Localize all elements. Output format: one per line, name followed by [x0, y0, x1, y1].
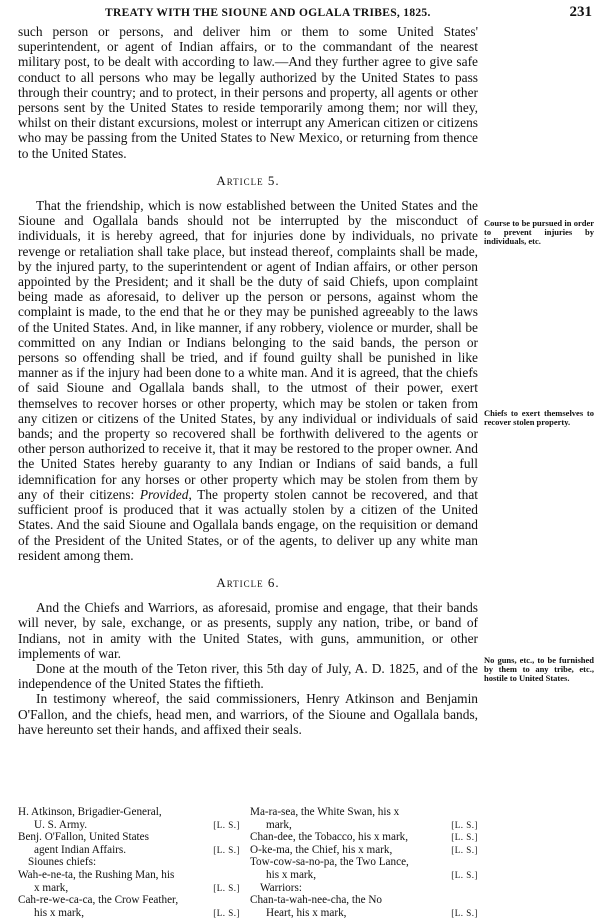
- signature-wah-e-ne-ta: [18, 869, 240, 894]
- siounes-chiefs-label: Siounes chiefs:: [28, 856, 97, 869]
- seal-mark: [L. S.]: [213, 819, 240, 830]
- seal-mark: [L. S.]: [451, 869, 478, 880]
- signature-text: agent Indian Affairs.: [34, 843, 127, 856]
- main-text: [18, 24, 478, 737]
- signature-line: Tow-cow-sa-no-pa, the Two Lance,: [250, 856, 409, 869]
- signatures-left: [18, 806, 240, 919]
- warriors-label: Warriors:: [260, 881, 302, 894]
- signature-text: U. S. Army.: [34, 818, 88, 831]
- signature-line: [18, 907, 240, 920]
- signature-text: Heart, his x mark,: [266, 906, 347, 919]
- signature-line: [250, 907, 478, 920]
- done-at-paragraph: Done at the mouth of the Teton river, this 5th day of July, A. D. 1825, and of the independence of the United States the fiftieth.: [18, 660, 478, 692]
- seal-mark: [L. S.]: [213, 844, 240, 855]
- running-title: TREATY WITH THE SIOUNE AND OGLALA TRIBES, 1825.: [105, 7, 431, 19]
- signature-text: O-ke-ma, the Chief, his x mark,: [250, 843, 393, 856]
- signature-line: [18, 882, 240, 895]
- testimony-paragraph: In testimony whereof, the said commissioners, Henry Atkinson and Benjamin O'Fallon, and the chiefs, head men, and warriors, of the Sioune and Ogallala bands, have hereunto set their hands, and affixed their seals.: [18, 691, 478, 737]
- signature-line: Wah-e-ne-ta, the Rushing Man, his: [18, 868, 175, 881]
- side-note-no-guns: No guns, etc., to be furnished by them to any tribe, etc., hostile to United States.: [484, 655, 594, 684]
- signature-text: mark,: [266, 818, 292, 831]
- signature-line: H. Atkinson, Brigadier-General,: [18, 806, 162, 818]
- signature-text: his x mark,: [34, 906, 85, 919]
- page-number: 231: [569, 4, 592, 20]
- seal-mark: [L. S.]: [451, 819, 478, 830]
- signature-line: [250, 869, 478, 882]
- side-note-stolen-property: Chiefs to exert themselves to recover stolen property.: [484, 408, 594, 428]
- signature-tow-cow-sa-no-pa: [250, 856, 478, 881]
- page-header: [0, 4, 600, 26]
- signatures-right: [250, 806, 478, 919]
- signature-atkinson: [18, 806, 240, 831]
- signature-chan-ta-wah-nee-cha: [250, 894, 478, 919]
- signature-chan-dee: [250, 831, 478, 844]
- paragraph-continuation: such person or persons, and deliver him or them to some United States' superintendent, or agent of Indian affairs, or to the commandant of the nearest military post, to be dealt with according to law.—And they further agree to give safe conduct to all persons who may be legally authorized by the United States to pass through their country; and to protect, in their persons and property, all agents or other persons sent by the United States to reside temporarily among them; nor will they, whilst on their distant excursions, molest or interrupt any American citizen or citizens who may be passing from the United States to New Mexico, or returning from thence to the United States.: [18, 24, 478, 161]
- signature-line: Benj. O'Fallon, United States: [18, 831, 149, 844]
- article-5-text-a: That the friendship, which is now established between the United States and the Sioune and Ogallala bands should not be interrupted by the misconduct of individuals, it is hereby agreed, that for injuries done by individuals, no private revenge or retaliation shall take place, but instead thereof, complaints shall be made, by the injured party, to the superintendent or agent of Indian affairs, or other person appointed by the President; and it shall be the duty of said Chiefs, upon complaint being made as aforesaid, to deliver up the person or persons, against whom the complaint is made, to the end that he or they may be punished agreeably to the laws of the United States. And, in like manner, if any robbery, violence or murder, shall be committed on any Indian or Indians belonging to the said bands, the person or persons so offending shall be tried, and if found guilty shall be punished in like manner as if the injury had been done to a white man. And it is agreed, that the chiefs of said Sioune and Ogallala bands shall, to the utmost of their power, exert themselves to recover horses or other property, which may be stolen or taken from any citizen or citizens of the United States, by any individual or individuals of said bands; and the property so recovered shall be forthwith delivered to the agents or other person authorized to receive it, that it may be restored to the proper owner. And the United States hereby guaranty to any Indian or Indians of said bands, a full idemnification for any horses or other property which may be stolen from them by any of their citizens:: [18, 198, 478, 502]
- article-6-heading: Article 6.: [216, 574, 280, 590]
- seal-mark: [L. S.]: [213, 882, 240, 893]
- signature-ma-ra-sea: [250, 806, 478, 831]
- signature-line: Ma-ra-sea, the White Swan, his x: [250, 806, 400, 818]
- article-5-text-b: , The property stolen cannot be recovered, and that sufficient proof is produced that it was actually stolen by a citizen of the United States. And the said Sioune and Ogallala bands engage, on the requisition or demand of the President of the United States, or of the agents, to deliver up any white man resident among them.: [18, 486, 478, 563]
- signature-text: x mark,: [34, 881, 69, 894]
- provided-word: Provided: [139, 486, 189, 502]
- seal-mark: [L. S.]: [213, 907, 240, 918]
- article-5-paragraph: [18, 198, 478, 563]
- article-5-heading: Article 5.: [216, 172, 280, 188]
- signature-text: Chan-dee, the Tobacco, his x mark,: [250, 831, 409, 844]
- signature-ofallon: [18, 831, 240, 856]
- seal-mark: [L. S.]: [451, 832, 478, 843]
- signature-line: [18, 844, 240, 857]
- signature-line: [18, 819, 240, 832]
- seal-mark: [L. S.]: [451, 844, 478, 855]
- signature-cah-re-we-ca-ca: [18, 894, 240, 919]
- seal-mark: [L. S.]: [451, 907, 478, 918]
- signature-line: Cah-re-we-ca-ca, the Crow Feather,: [18, 894, 179, 907]
- side-note-injuries: Course to be pursued in order to prevent injuries by individuals, etc.: [484, 218, 594, 247]
- signature-line: [250, 819, 478, 832]
- signature-line: Chan-ta-wah-nee-cha, the No: [250, 894, 383, 907]
- signature-o-ke-ma: [250, 844, 478, 857]
- article-6-paragraph: And the Chiefs and Warriors, as aforesaid, promise and engage, that their bands will never, by sale, exchange, or as presents, supply any nation, tribe, or band of Indians, not in amity with the United States, with guns, ammunition, or other implements of war.: [18, 600, 478, 661]
- signature-text: his x mark,: [266, 868, 317, 881]
